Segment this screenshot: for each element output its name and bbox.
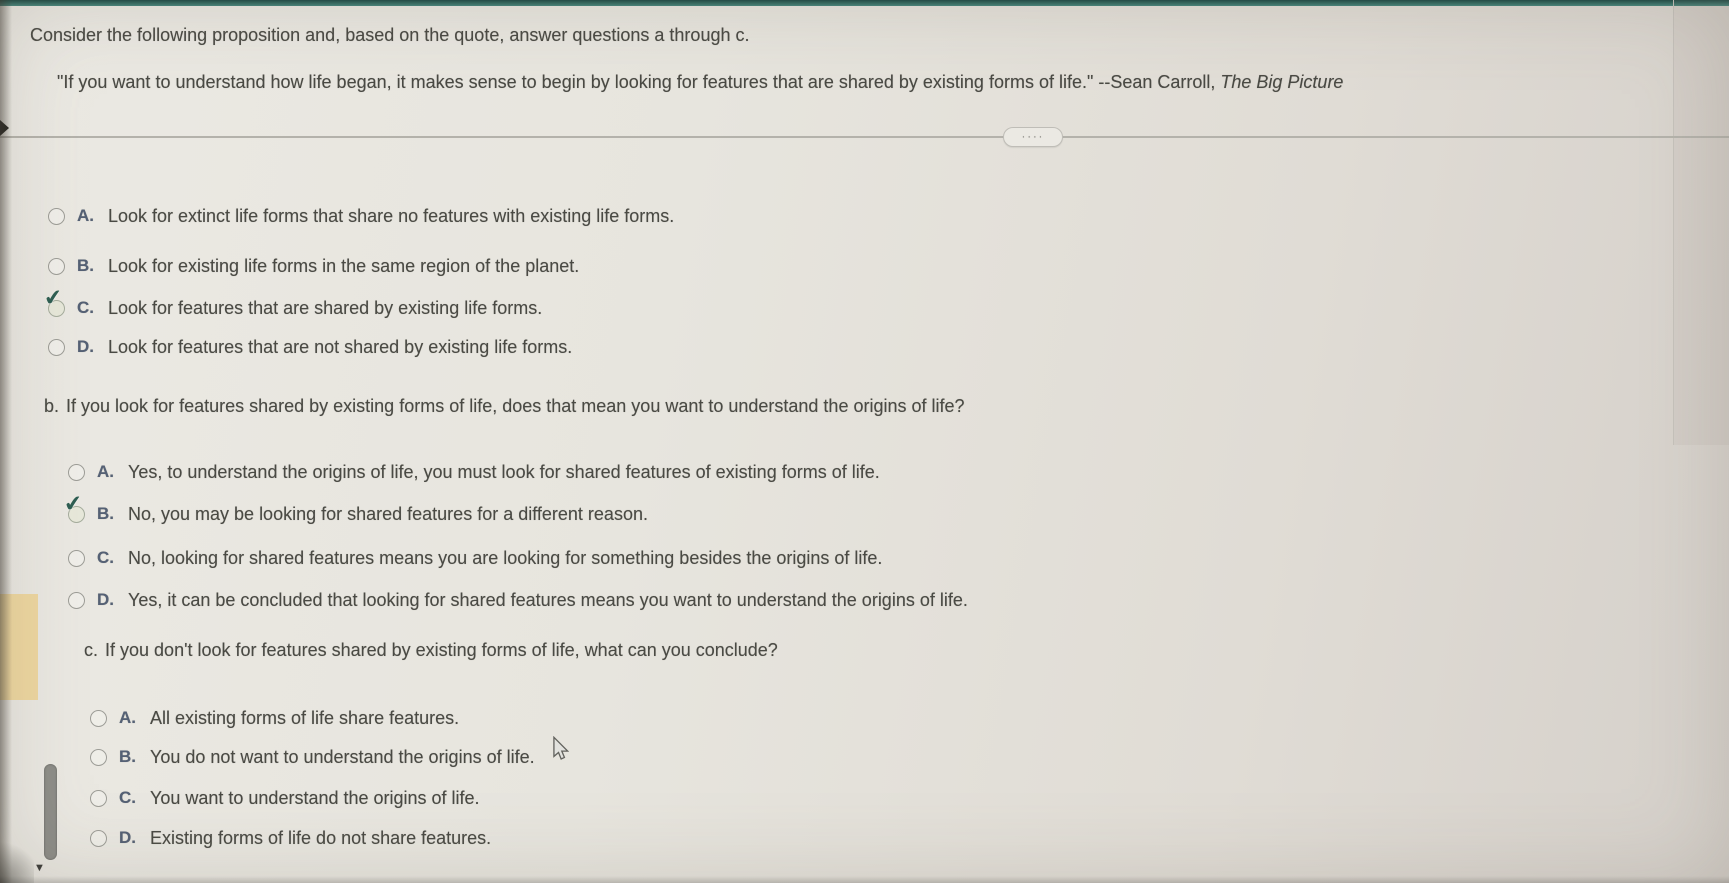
option-text: All existing forms of life share features. (150, 707, 460, 728)
option-letter: B. (97, 504, 114, 523)
radio-button[interactable] (48, 208, 65, 225)
divider-ellipsis-button[interactable] (1003, 127, 1063, 147)
check-icon: ✔ (42, 284, 64, 311)
option-letter: B. (77, 256, 94, 275)
scroll-down-arrow-icon[interactable]: ▼ (34, 862, 45, 874)
option-row-c-B[interactable] (90, 743, 535, 771)
option-text: Yes, to understand the origins of life, you must look for shared features of existing forms of life. (128, 461, 880, 482)
option-row-c-D[interactable] (90, 824, 491, 852)
check-icon: ✔ (62, 490, 84, 517)
option-letter: C. (77, 298, 94, 317)
right-panel-shade (1674, 0, 1729, 445)
option-text: No, you may be looking for shared features for a different reason. (128, 503, 648, 524)
option-row-c-C[interactable] (90, 784, 480, 812)
option-row-b-C[interactable] (68, 544, 882, 572)
option-letter: D. (77, 337, 94, 356)
photo-corner-shadow (0, 837, 34, 883)
option-row-a-A[interactable] (48, 202, 674, 230)
radio-button[interactable] (68, 550, 85, 567)
option-text: You want to understand the origins of life. (150, 787, 480, 808)
option-row-a-D[interactable] (48, 333, 572, 361)
radio-button[interactable] (48, 339, 65, 356)
section-divider (0, 136, 1729, 138)
radio-button[interactable] (90, 830, 107, 847)
option-text: Yes, it can be concluded that looking for shared features means you want to understand the origins of life. (128, 589, 968, 610)
mouse-cursor-icon (552, 736, 569, 761)
option-letter: A. (119, 708, 136, 727)
option-text: Existing forms of life do not share features. (150, 827, 492, 848)
radio-button[interactable] (90, 749, 107, 766)
question-b-body: If you look for features shared by existing forms of life, does that mean you want to understand the origins of life? (66, 396, 965, 416)
option-letter: C. (97, 548, 114, 567)
photo-bottom-edge-shadow (0, 876, 1729, 883)
question-c-text (84, 640, 778, 661)
radio-button[interactable] (90, 710, 107, 727)
option-text: Look for features that are not shared by existing life forms. (108, 336, 573, 357)
radio-button[interactable] (90, 790, 107, 807)
radio-button[interactable] (68, 464, 85, 481)
yellow-highlight-square (0, 594, 38, 700)
question-b-label: b. (44, 396, 60, 416)
question-intro-text: Consider the following proposition and, based on the quote, answer questions a through c. (30, 25, 750, 45)
option-letter: C. (119, 788, 136, 807)
option-text: You do not want to understand the origins of life. (150, 746, 535, 767)
option-row-a-B[interactable] (48, 252, 579, 280)
question-b-text (44, 396, 965, 417)
panel-right-edge (1673, 0, 1674, 445)
question-c-body: If you don't look for features shared by existing forms of life, what can you conclude? (105, 640, 778, 660)
ellipsis-icon: ···· (1021, 130, 1045, 143)
quote-body: "If you want to understand how life began, it makes sense to begin by looking for features that are shared by existing forms of life." --Sean Carroll, (57, 72, 1221, 92)
option-letter: A. (97, 462, 114, 481)
option-letter: D. (97, 590, 114, 609)
radio-button[interactable] (68, 592, 85, 609)
option-row-a-C[interactable] (42, 284, 543, 322)
left-edge-arrow-marker (0, 120, 9, 136)
option-text: Look for features that are shared by existing life forms. (108, 297, 543, 318)
option-letter: D. (119, 828, 136, 847)
option-text: Look for extinct life forms that share no features with existing life forms. (108, 205, 675, 226)
quote-source: The Big Picture (1220, 72, 1344, 92)
option-text: Look for existing life forms in the same region of the planet. (108, 255, 580, 276)
option-letter: B. (119, 747, 136, 766)
option-row-c-A[interactable] (90, 704, 459, 732)
option-row-b-B[interactable] (62, 490, 648, 528)
browser-top-bar (0, 0, 1729, 6)
option-row-b-A[interactable] (68, 458, 880, 486)
option-text: No, looking for shared features means you are looking for something besides the origins of life. (128, 547, 883, 568)
option-letter: A. (77, 206, 94, 225)
radio-button[interactable] (48, 258, 65, 275)
option-row-b-D[interactable] (68, 586, 968, 614)
quote-text (57, 72, 1343, 93)
scrollbar-thumb[interactable] (44, 764, 57, 860)
question-c-label: c. (84, 640, 99, 660)
